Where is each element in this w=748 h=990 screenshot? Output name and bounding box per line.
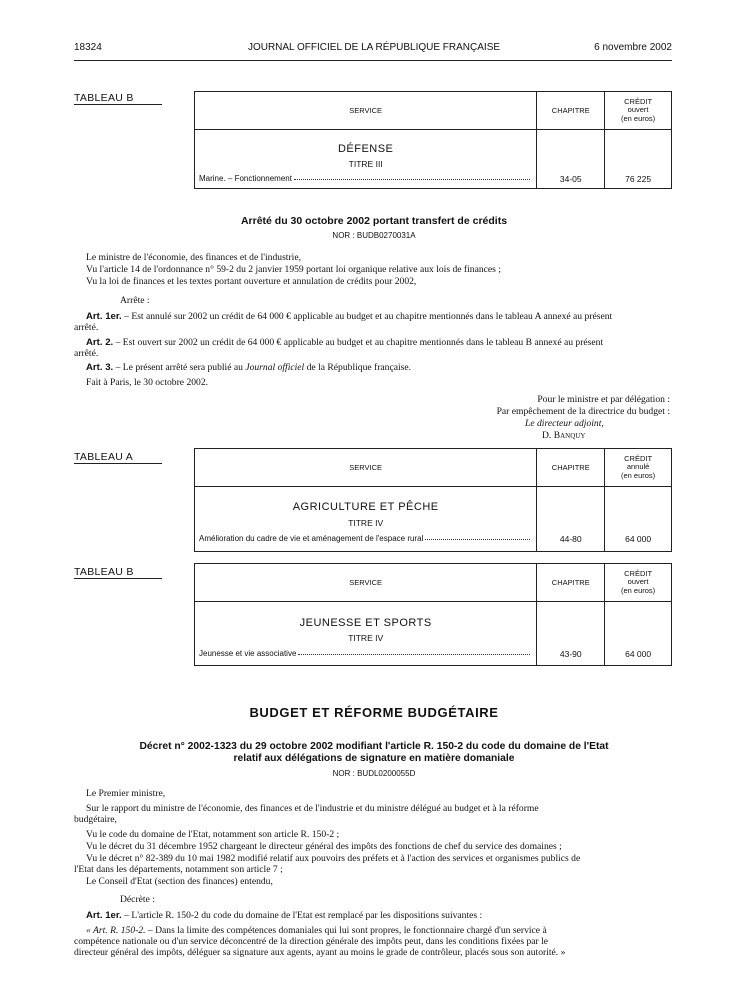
col-chapitre-header: CHAPITRE [537,449,605,487]
table-a-label-line [74,463,162,464]
titre-label: TITRE IV [348,518,384,528]
table-b1 [194,91,672,189]
table-row: Amélioration du cadre de vie et aménagement de l'espace rural [199,534,532,543]
col-service-header: SERVICE [195,564,537,602]
table-b2 [194,563,672,666]
signature-line: Le directeur adjoint, [525,418,604,429]
header-rule [74,60,672,61]
decret-nor: NOR : BUDL0200055D [332,769,416,778]
decret-title: Décret n° 2002-1323 du 29 octobre 2002 modifiant l'article R. 150-2 du code du domaine de l'Etat [139,741,609,752]
decret-title-line2: relatif aux délégations de signature en matière domaniale [233,753,515,764]
decret-paragraph-cont: l'Etat dans les départements, notamment son article 7 ; [74,864,283,875]
decret-paragraph: Vu le décret du 31 décembre 1952 chargeant le directeur général des impôts des fonctions de chef du service des domaines ; [86,841,562,852]
section-title: DÉFENSE [337,143,394,155]
article-2: Art. 2. – Est ouvert sur 2002 un crédit de 64 000 € applicable au budget et au chapitre mentionnés dans le tableau B annexé au présent [86,337,604,348]
table-a-body [195,487,537,552]
article-2-cont: arrêté. [74,348,99,359]
titre-label: TITRE IV [348,633,384,643]
table-b1-label-line [74,104,162,105]
decret-paragraph: Vu le décret n° 82-389 du 10 mai 1982 modifié relatif aux pouvoirs des préfets et à l'action des services et organismes publics de [86,853,581,864]
fait-a-paris: Fait à Paris, le 30 octobre 2002. [86,377,209,388]
table-b2-body [195,602,537,666]
arrete-title: Arrêté du 30 octobre 2002 portant transfert de crédits [240,215,508,227]
arrete-word: Arrête : [120,295,150,306]
decret-quote-cont: compétence nationale ou d'un service déconcentré de la direction générale des impôts peut, dans les conditions fixées par le [74,936,549,947]
chapitre-value: 44-80 [559,534,582,544]
decret-paragraph-cont: budgétaire, [74,814,117,825]
decret-paragraph: Le Conseil d'Etat (section des finances) entendu, [86,876,273,887]
col-credit-header: CRÉDIT annulé (en euros) [605,449,672,487]
article-3: Art. 3. – Le présent arrêté sera publié au Journal officiel de la République française. [86,362,412,373]
decret-quote-cont: directeur général des impôts, déléguer sa signature aux agents, ayant au moins le grade de contrôleur, placés sous son autorité. » [74,947,566,958]
page-number: 18324 [74,42,102,53]
decrete-word: Décrète : [120,894,155,905]
table-b1-body [195,130,537,189]
table-a [194,448,672,552]
table-a-label: TABLEAU A [74,451,134,463]
decret-paragraph: Sur le rapport du ministre de l'économie, des finances et de l'industrie et du ministre délégué au budget et à la réforme [86,803,539,814]
col-credit-header: CRÉDIT ouvert (en euros) [605,564,672,602]
col-service-header: SERVICE [195,449,537,487]
titre-label: TITRE III [348,159,383,169]
col-chapitre-header: CHAPITRE [537,564,605,602]
arrete-paragraph: Vu la loi de finances et les textes portant ouverture et annulation de crédits pour 2002, [86,276,417,287]
section-title: JEUNESSE ET SPORTS [299,617,432,629]
arrete-paragraph: Vu l'article 14 de l'ordonnance n° 59-2 du 2 janvier 1959 portant loi organique relative aux lois de finances ; [86,264,501,275]
chapitre-value: 43-90 [559,649,582,659]
signature-line: Pour le ministre et par délégation : [537,394,670,405]
table-b2-label-line [74,578,162,579]
article-1-cont: arrêté. [74,322,99,333]
signature-line: Par empêchement de la directrice du budget : [496,406,670,417]
amount-value: 76 225 [625,174,652,184]
section-title: AGRICULTURE ET PÊCHE [292,501,439,513]
col-service-header: SERVICE [195,92,537,130]
section-heading: BUDGET ET RÉFORME BUDGÉTAIRE [249,705,499,720]
col-chapitre-header: CHAPITRE [537,92,605,130]
chapitre-value: 34-05 [559,174,582,184]
arrete-nor: NOR : BUDB0270031A [332,231,416,240]
header-date: 6 novembre 2002 [594,42,672,53]
table-row: Marine. – Fonctionnement [199,174,532,183]
signature-name: D. Banquy [542,430,586,441]
article-1: Art. 1er. – Est annulé sur 2002 un crédit de 64 000 € applicable au budget et au chapitre mentionnés dans le tableau A annexé au présent [86,311,613,322]
amount-value: 64 000 [625,649,652,659]
decret-paragraph: Le Premier ministre, [86,788,166,799]
arrete-paragraph: Le ministre de l'économie, des finances et de l'industrie, [86,252,301,263]
decret-paragraph: Vu le code du domaine de l'Etat, notamment son article R. 150-2 ; [86,829,340,840]
amount-value: 64 000 [625,534,652,544]
table-row: Jeunesse et vie associative [199,649,532,658]
table-b2-label: TABLEAU B [74,566,134,578]
table-b1-label: TABLEAU B [74,92,134,104]
col-credit-header: CRÉDIT ouvert (en euros) [605,92,672,130]
decret-quote: « Art. R. 150-2. – Dans la limite des compétences domaniales qui lui sont propres, le fonctionnaire chargé d'un service à [86,925,547,936]
decret-article-1: Art. 1er. – L'article R. 150-2 du code du domaine de l'Etat est remplacé par les dispositions suivantes : [86,910,483,921]
journal-title: JOURNAL OFFICIEL DE LA RÉPUBLIQUE FRANÇAISE [247,42,501,53]
